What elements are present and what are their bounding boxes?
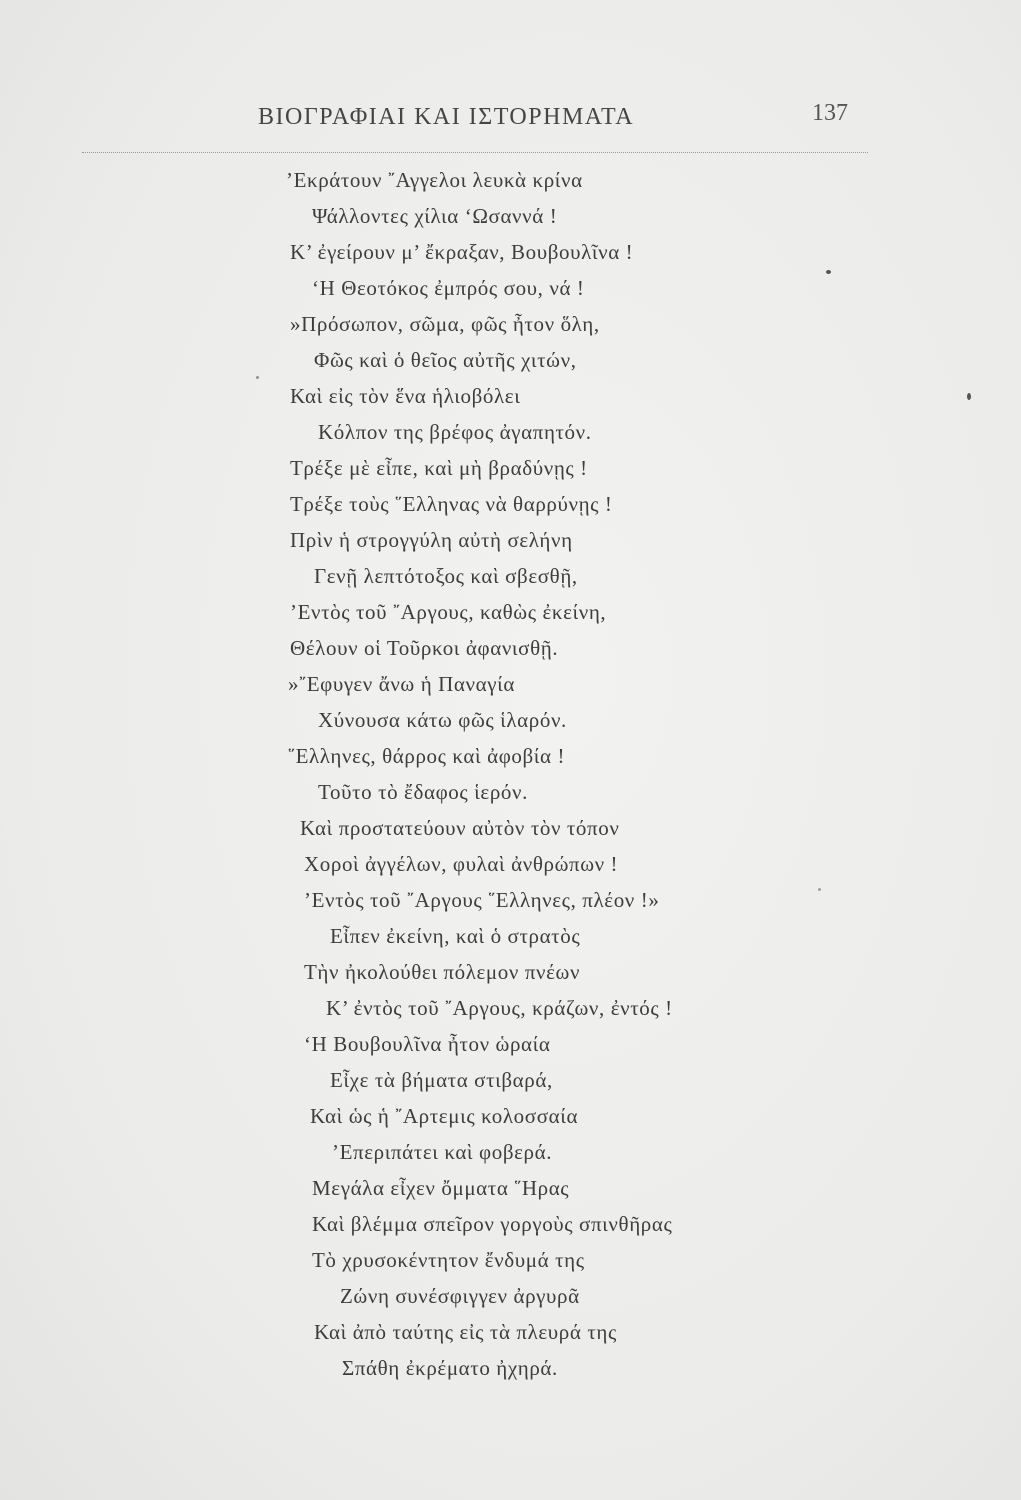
poem-line: Κ’ ἐγείρουν μ’ ἔκραξαν, Βουβουλῖνα ! <box>290 240 634 264</box>
ink-speck <box>256 376 259 379</box>
poem-line: Σπάθη ἐκρέματο ἠχηρά. <box>342 1356 558 1380</box>
poem-line: Καὶ βλέμμα σπεῖρον γοργοὺς σπινθῆρας <box>312 1212 673 1236</box>
poem-line: Καὶ ἀπὸ ταύτης εἰς τὰ πλευρά της <box>314 1320 617 1344</box>
poem-line: Τὸ χρυσοκέντητον ἔνδυμά της <box>312 1248 585 1272</box>
poem-line: Κ’ ἐντὸς τοῦ ῎Αργους, κράζων, ἐντός ! <box>326 996 673 1020</box>
running-title: ΒΙΟΓΡΑΦΙΑΙ ΚΑΙ ΙΣΤΟΡΗΜΑΤΑ <box>258 104 635 130</box>
poem-line: ’Επεριπάτει καὶ φοβερά. <box>332 1140 553 1164</box>
poem-line: Κόλπον της βρέφος ἀγαπητόν. <box>318 420 592 444</box>
poem-line: Θέλουν οἱ Τοῦρκοι ἀφανισθῇ. <box>290 636 559 660</box>
poem-line: ῞Ελληνες, θάρρος καὶ ἀφοβία ! <box>288 744 566 768</box>
header-rule <box>82 152 868 153</box>
poem-line: Ψάλλοντες χίλια ‘Ωσαννά ! <box>312 204 558 228</box>
poem-line: Καὶ ὡς ἡ ῎Αρτεμις κολοσσαία <box>310 1104 579 1128</box>
poem-line: Εἶπεν ἐκείνη, καὶ ὁ στρατὸς <box>330 924 581 948</box>
ink-speck <box>818 888 821 891</box>
poem-line: Τοῦτο τὸ ἔδαφος ἱερόν. <box>318 780 528 804</box>
poem-line: Χοροὶ ἀγγέλων, φυλαὶ ἀνθρώπων ! <box>304 852 619 876</box>
poem-line: »῎Εφυγεν ἄνω ἡ Παναγία <box>288 672 515 696</box>
poem-line: Μεγάλα εἶχεν ὄμματα ῞Ηρας <box>312 1176 570 1200</box>
poem-line: ‘Η Θεοτόκος ἐμπρός σου, νά ! <box>312 276 585 300</box>
poem-line: Καὶ εἰς τὸν ἕνα ἡλιοβόλει <box>290 384 521 408</box>
poem-line: ‘Η Βουβουλῖνα ἦτον ὡραία <box>304 1032 551 1056</box>
ink-speck <box>967 393 971 400</box>
poem-line: Καὶ προστατεύουν αὐτὸν τὸν τόπον <box>300 816 620 840</box>
poem-line: Τὴν ἠκολούθει πόλεμον πνέων <box>304 960 581 984</box>
page-number: 137 <box>812 100 848 126</box>
poem-line: Γενῇ λεπτότοξος καὶ σβεσθῇ, <box>314 564 578 588</box>
poem-line: Ζώνη συνέσφιγγεν ἀργυρᾶ <box>340 1284 580 1308</box>
poem-line: Πρὶν ἡ στρογγύλη αὐτὴ σελήνη <box>290 528 573 552</box>
poem-line: Χύνουσα κάτω φῶς ἱλαρόν. <box>318 708 567 732</box>
poem-line: Τρέξε τοὺς ῞Ελληνας νὰ θαρρύνῃς ! <box>290 492 613 516</box>
poem-line: ’Εντὸς τοῦ ῎Αργους, καθὼς ἐκείνη, <box>290 600 607 624</box>
poem-line: ’Εντὸς τοῦ ῎Αργους ῞Ελληνες, πλέον !» <box>304 888 660 912</box>
poem-line: »Πρόσωπον, σῶμα, φῶς ἦτον ὅλη, <box>290 312 600 336</box>
ink-speck <box>826 270 831 274</box>
poem-line: Εἶχε τὰ βήματα στιβαρά, <box>330 1068 553 1092</box>
poem-line: Φῶς καὶ ὁ θεῖος αὐτῆς χιτών, <box>314 348 577 372</box>
poem-line: ’Εκράτουν ῎Αγγελοι λευκὰ κρίνα <box>286 168 583 192</box>
poem-line: Τρέξε μὲ εἶπε, καὶ μὴ βραδύνῃς ! <box>290 456 588 480</box>
